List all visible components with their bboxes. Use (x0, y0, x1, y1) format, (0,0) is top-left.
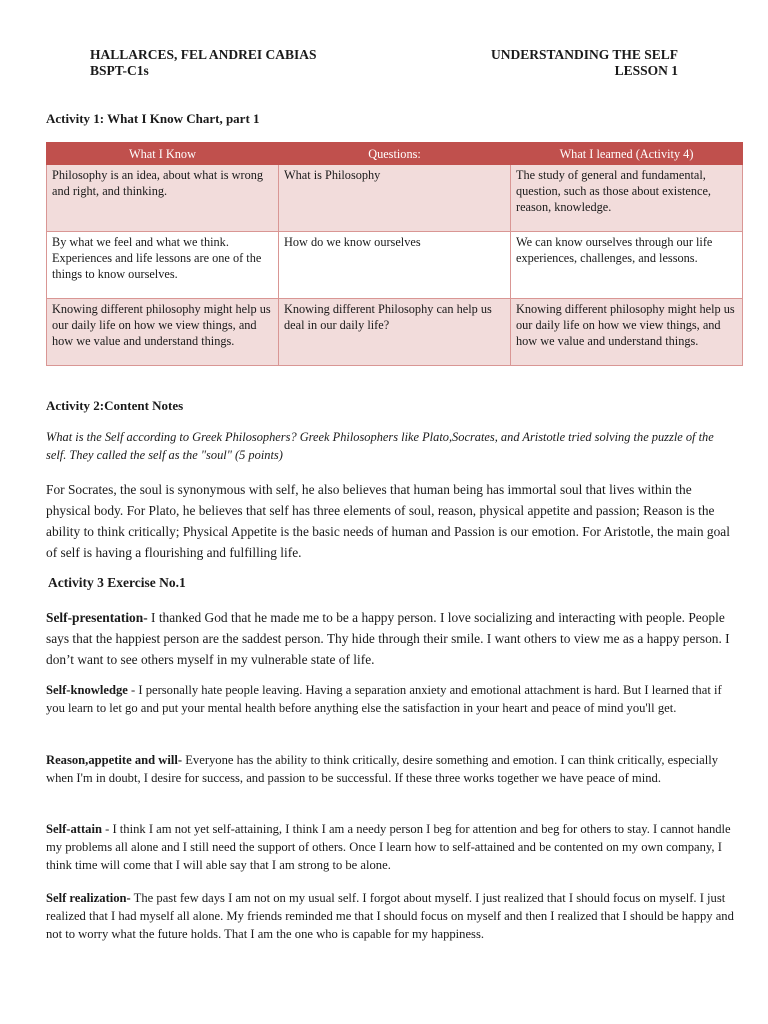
table-row (47, 299, 743, 366)
reason-appetite-will-paragraph (46, 751, 736, 787)
student-section: BSPT-C1s (90, 63, 149, 78)
column-header: What I learned (Activity 4) (511, 143, 743, 165)
course-title: UNDERSTANDING THE SELF (490, 47, 678, 62)
term-text: - I think I am not yet self-attaining, I think I am a needy person I beg for attention and beg for others to stay. I cannot handle my problems all alone and I still need the support of others. Once I learn how to self-attained and be contented on my own company, I think time will come that I will able say that I am strong to be alone. (46, 822, 731, 872)
term-text: Everyone has the ability to think critically, desire something and emotion. I can think critically, especially when I'm in doubt, I desire for success, and passion to be successful. If these three works together we have peace of mind. (46, 753, 718, 785)
self-realization-paragraph (46, 889, 736, 943)
table-cell: Knowing different philosophy might help us our daily life on how we view things, and how we value and understand things. (47, 299, 279, 366)
activity1-title: Activity 1: What I Know Chart, part 1 (46, 111, 260, 126)
term-text: I thanked God that he made me to be a happy person. I love socializing and interacting with people. People says that the happiest person are the saddest person. Thy hide through their smile. I want others to view me as a happy person. I don’t want to see others myself in my vulnerable state of life. (46, 610, 730, 667)
term-label: Self-attain (46, 822, 102, 836)
table-cell: What is Philosophy (279, 165, 511, 232)
self-presentation-paragraph (46, 607, 736, 670)
activity3-title: Activity 3 Exercise No.1 (48, 575, 186, 590)
column-header: What I Know (47, 143, 279, 165)
table-cell: Knowing different philosophy might help us our daily life on how we view things, and how we value and understand things. (511, 299, 743, 366)
term-label: Self-presentation- (46, 610, 148, 625)
table-row (47, 165, 743, 232)
student-info (90, 47, 317, 79)
table-cell: How do we know ourselves (279, 232, 511, 299)
student-name: HALLARCES, FEL ANDREI CABIAS (90, 47, 317, 62)
self-knowledge-paragraph (46, 681, 736, 717)
lesson-number: LESSON 1 (614, 63, 678, 78)
column-header: Questions: (279, 143, 511, 165)
table-cell: Philosophy is an idea, about what is wrong and right, and thinking. (47, 165, 279, 232)
activity2-answer: For Socrates, the soul is synonymous with self, he also believes that human being has immortal soul that lives within the physical body. For Plato, he believes that self has three elements of soul, reason, physical appetite and passion; Reason is the ability to think critically; Physical Appetite is the basic needs of human and Passion is our emotion. For Aristotle, the main goal of self is having a flourishing and fulfilling life. (46, 482, 730, 560)
term-label: Self-knowledge (46, 683, 128, 697)
term-text: The past few days I am not on my usual self. I forgot about myself. I just realized that I should focus on myself. I just realized that I had myself all alone. My friends reminded me that I should focus on myself and then I realized that I should be happy and not to worry what the future holds. That I am the one who is capable for my happiness. (46, 891, 734, 941)
table-cell: We can know ourselves through our life experiences, challenges, and lessons. (511, 232, 743, 299)
table-row (47, 232, 743, 299)
term-text: - I personally hate people leaving. Having a separation anxiety and emotional attachment is hard. But I learned that if you learn to let go and put your mental health before anything else the satisfaction in your heart and peace of mind you'll get. (46, 683, 722, 715)
table-cell: Knowing different Philosophy can help us deal in our daily life? (279, 299, 511, 366)
term-label: Self realization- (46, 891, 131, 905)
table-cell: The study of general and fundamental, question, such as those about existence, reason, knowledge. (511, 165, 743, 232)
activity2-title: Activity 2:Content Notes (46, 398, 184, 413)
what-i-know-chart (46, 142, 743, 366)
course-info (491, 47, 678, 79)
chart-header-row (47, 143, 743, 165)
activity2-prompt: What is the Self according to Greek Philosophers? Greek Philosophers like Plato,Socrates, and Aristotle tried solving the puzzle of the self. They called the self as the "soul" (5 points) (46, 430, 714, 462)
term-label: Reason,appetite and will- (46, 753, 183, 767)
self-attain-paragraph (46, 820, 736, 874)
table-cell: By what we feel and what we think. Experiences and life lessons are one of the things to know ourselves. (47, 232, 279, 299)
